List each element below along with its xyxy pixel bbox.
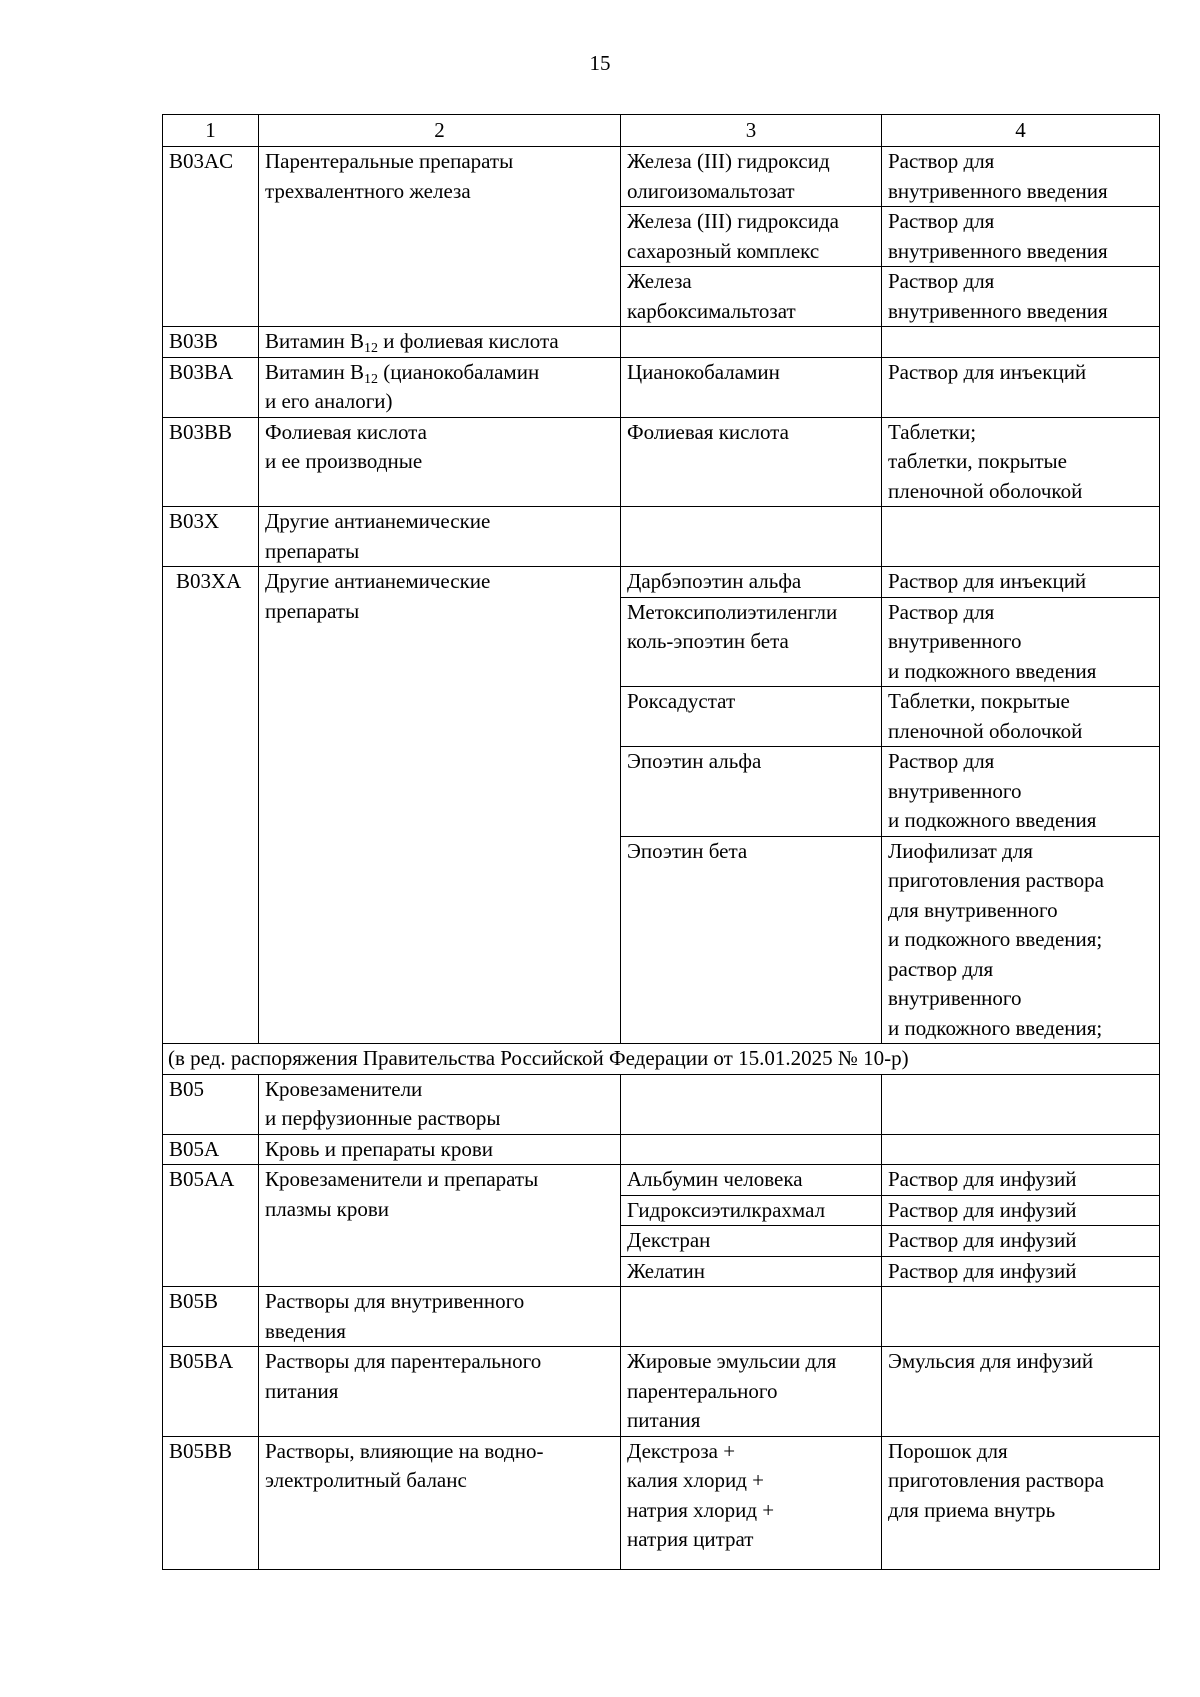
dosage-form: Таблетки, покрытые пленочной оболочкой <box>882 687 1160 747</box>
atc-code: B05BB <box>163 1436 259 1569</box>
table-row <box>163 1074 1160 1134</box>
drug-name <box>621 1134 882 1165</box>
drug-name: Фолиевая кислота <box>621 417 882 507</box>
table-row <box>163 1134 1160 1165</box>
atc-group-name: Парентеральные препараты трехвалентного железа <box>259 147 621 327</box>
drug-name: Метоксиполиэтиленгли коль-эпоэтин бета <box>621 597 882 687</box>
atc-group-name <box>259 327 621 358</box>
table-row <box>163 327 1160 358</box>
table-row <box>163 1044 1160 1075</box>
dosage-form: Раствор для внутривенного введения <box>882 267 1160 327</box>
dosage-form: Раствор для внутривенного и подкожного введения <box>882 747 1160 837</box>
drug-name: Гидроксиэтилкрахмал <box>621 1195 882 1226</box>
dosage-form <box>882 327 1160 358</box>
atc-group-name: Другие антианемические препараты <box>259 507 621 567</box>
atc-group-name: Кровезаменители и перфузионные растворы <box>259 1074 621 1134</box>
table-row <box>163 507 1160 567</box>
dosage-form <box>882 1134 1160 1165</box>
drug-name <box>621 1074 882 1134</box>
dosage-form: Раствор для инфузий <box>882 1195 1160 1226</box>
subscript: 12 <box>364 341 379 356</box>
drug-name: Железа (III) гидроксида сахарозный комплекс <box>621 207 882 267</box>
dosage-form: Таблетки; таблетки, покрытые пленочной оболочкой <box>882 417 1160 507</box>
atc-group-name: Растворы для внутривенного введения <box>259 1287 621 1347</box>
atc-group-name: Кровь и препараты крови <box>259 1134 621 1165</box>
amendment-note: (в ред. распоряжения Правительства Российской Федерации от 15.01.2025 № 10-р) <box>163 1044 1160 1075</box>
atc-code: B05BA <box>163 1347 259 1437</box>
drug-name: Роксадустат <box>621 687 882 747</box>
dosage-form: Лиофилизат для приготовления раствора для внутривенного и подкожного введения; раствор для внутривенного и подкожного введения; <box>882 836 1160 1044</box>
atc-code: B05AA <box>163 1165 259 1287</box>
dosage-form: Раствор для инъекций <box>882 567 1160 598</box>
drug-name: Желатин <box>621 1256 882 1287</box>
drug-name <box>621 507 882 567</box>
atc-code: B03AC <box>163 147 259 327</box>
drug-name <box>621 1287 882 1347</box>
dosage-form <box>882 507 1160 567</box>
drug-name: Цианокобаламин <box>621 357 882 417</box>
drug-name: Железа (III) гидроксид олигоизомальтозат <box>621 147 882 207</box>
drug-name: Эпоэтин альфа <box>621 747 882 837</box>
atc-code: B05A <box>163 1134 259 1165</box>
table-row <box>163 1287 1160 1347</box>
drug-name: Жировые эмульсии для парентерального питания <box>621 1347 882 1437</box>
atc-code: B03X <box>163 507 259 567</box>
drug-name: Дарбэпоэтин альфа <box>621 567 882 598</box>
group-text: Витамин B <box>265 329 365 353</box>
dosage-form <box>882 1074 1160 1134</box>
drug-name: Железа карбоксимальтозат <box>621 267 882 327</box>
dosage-form: Порошок для приготовления раствора для приема внутрь <box>882 1436 1160 1569</box>
group-text: (цианокобаламин и его аналоги) <box>265 359 540 413</box>
table-row <box>163 357 1160 417</box>
dosage-form: Эмульсия для инфузий <box>882 1347 1160 1437</box>
drug-name: Декстран <box>621 1226 882 1257</box>
table-header-row <box>163 115 1160 147</box>
dosage-form: Раствор для инъекций <box>882 357 1160 417</box>
drug-name: Эпоэтин бета <box>621 836 882 1044</box>
dosage-form <box>882 1287 1160 1347</box>
table-row <box>163 1165 1160 1196</box>
atc-group-name: Растворы для парентерального питания <box>259 1347 621 1437</box>
group-text: Витамин B <box>265 359 365 384</box>
column-header-4: 4 <box>882 115 1160 147</box>
dosage-form: Раствор для инфузий <box>882 1226 1160 1257</box>
drug-name: Декстроза + калия хлорид + натрия хлорид + натрия цитрат <box>621 1436 882 1569</box>
column-header-1: 1 <box>163 115 259 147</box>
dosage-form: Раствор для инфузий <box>882 1256 1160 1287</box>
dosage-form: Раствор для инфузий <box>882 1165 1160 1196</box>
atc-group-name: Фолиевая кислота и ее производные <box>259 417 621 507</box>
atc-group-name: Другие антианемические препараты <box>259 567 621 1044</box>
column-header-2: 2 <box>259 115 621 147</box>
medicines-table <box>162 114 1160 1570</box>
group-text: и фолиевая кислота <box>378 329 559 353</box>
atc-group-name: Растворы, влияющие на водно- электролитный баланс <box>259 1436 621 1569</box>
table-row <box>163 147 1160 207</box>
atc-group-name: Кровезаменители и препараты плазмы крови <box>259 1165 621 1287</box>
dosage-form: Раствор для внутривенного введения <box>882 207 1160 267</box>
atc-code: B05B <box>163 1287 259 1347</box>
atc-code: B05 <box>163 1074 259 1134</box>
table-row <box>163 1347 1160 1437</box>
table-row <box>163 1436 1160 1569</box>
dosage-form: Раствор для внутривенного введения <box>882 147 1160 207</box>
table-row <box>163 567 1160 598</box>
atc-code: B03B <box>163 327 259 358</box>
atc-group-name <box>259 357 621 417</box>
subscript: 12 <box>364 371 379 387</box>
atc-code: B03BA <box>163 357 259 417</box>
page-number: 15 <box>589 51 611 75</box>
column-header-3: 3 <box>621 115 882 147</box>
atc-code: B03BB <box>163 417 259 507</box>
dosage-form: Раствор для внутривенного и подкожного введения <box>882 597 1160 687</box>
atc-code: B03XA <box>163 567 259 1044</box>
drug-name <box>621 327 882 358</box>
drug-name: Альбумин человека <box>621 1165 882 1196</box>
table-row <box>163 417 1160 507</box>
